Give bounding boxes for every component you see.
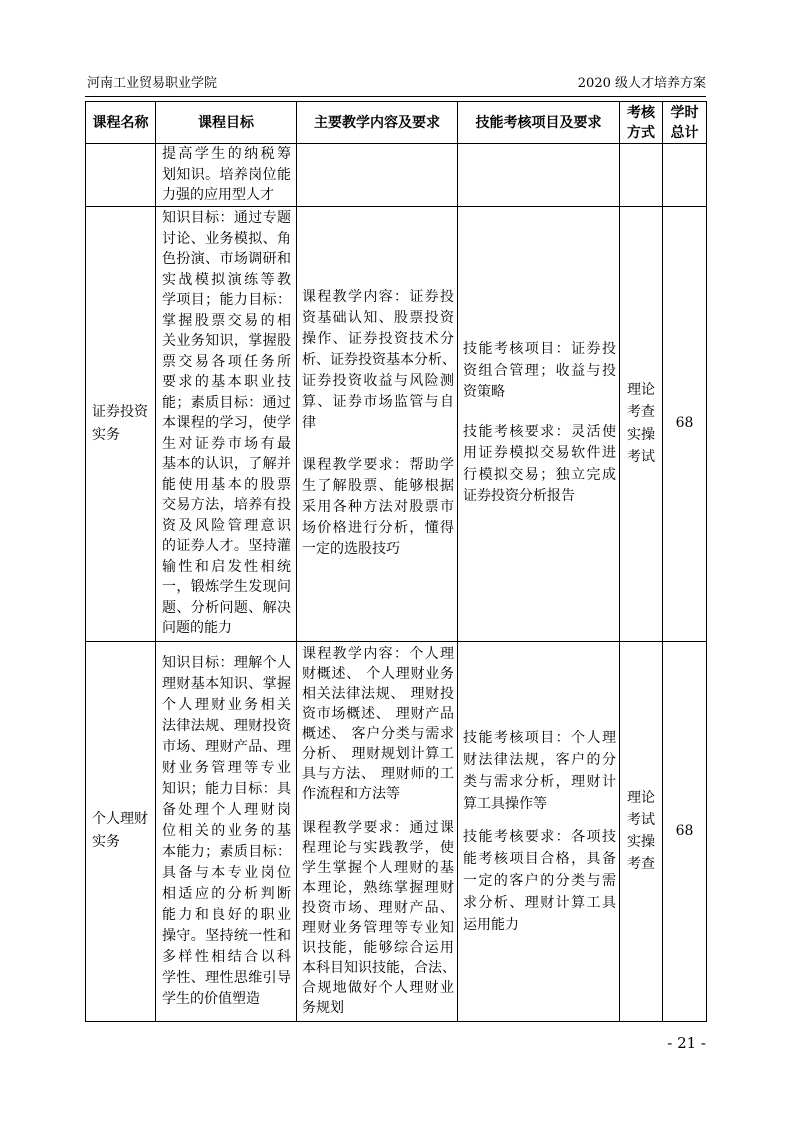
course-goal-line: 问题的能力 [162, 620, 232, 637]
course-goal-line: 学生的价值塑造 [162, 990, 260, 1007]
teaching-content-line: 识技能，能够综合运用 [302, 940, 454, 956]
teaching-content-line: 学生掌握个人理财的基 [302, 860, 454, 876]
course-name-cell [86, 641, 156, 1021]
total-hours-cell [663, 144, 707, 207]
course-goal-line: 实战模拟演练等教 [162, 271, 291, 288]
teaching-content-line: 财概述、 个人理财业务 [302, 666, 454, 682]
course-goal-line: 生对证券市场有最 [162, 435, 291, 452]
total-hours-cell [663, 641, 707, 1021]
course-goal-line: 个人理财业务相关 [162, 696, 291, 713]
teaching-content-cell [297, 206, 458, 641]
course-goal-line: 交易方法，培养有投 [162, 497, 291, 514]
teaching-content-line: 操作、证券投资技术分 [302, 331, 454, 347]
course-name-paragraph [92, 808, 153, 854]
column-header-course-name-paragraph [86, 113, 155, 133]
teaching-content-line: 课程教学内容：证券投 [302, 289, 454, 305]
skill-assessment-line: 技能考核项目：个人理 [463, 729, 616, 746]
course-goal-line: 市场、理财产品、理 [162, 738, 291, 755]
total-hours-line: 68 [675, 822, 694, 839]
total-hours-line: 68 [675, 415, 694, 431]
course-goal-line: 能力和良好的职业 [162, 906, 291, 923]
teaching-content-line: 分析、 理财规划计算工 [302, 746, 454, 762]
teaching-content-line: 采用各种方法对股票市 [302, 499, 454, 515]
teaching-content-line: 生了解股票、能够根据 [302, 478, 454, 494]
assessment-method-cell [620, 144, 663, 207]
course-goal-line: 输性和启发性相统 [162, 558, 291, 575]
course-name-line: 个人理财 [92, 811, 148, 827]
course-name-line: 证券投资 [92, 403, 148, 420]
course-goal-line: 法律法规、理财投资 [162, 717, 291, 734]
column-header-teaching-content-line: 主要教学内容及要求 [314, 114, 440, 131]
teaching-content-paragraph [302, 818, 454, 1018]
teaching-content-line: 一定的选股技巧 [302, 541, 400, 557]
column-header-course-name [86, 102, 156, 144]
teaching-content-line: 概述、 客户分类与需求 [302, 726, 454, 742]
course-name-cell [86, 144, 156, 207]
teaching-content-line: 课程教学要求：通过课 [302, 820, 454, 836]
course-goal-line: 学项目；能力目标： [162, 292, 291, 309]
teaching-content-line: 场价格进行分析，懂得 [302, 520, 454, 536]
curriculum-table [85, 101, 707, 1022]
course-goal-line: 色扮演、市场调研和 [162, 251, 291, 268]
skill-assessment-line: 资组合管理；收益与投 [463, 362, 616, 379]
teaching-content-line: 律 [302, 415, 316, 431]
column-header-assessment-method-paragraph [620, 103, 662, 143]
total-hours-cell [663, 206, 707, 641]
total-hours-paragraph [663, 413, 706, 434]
teaching-content-line: 课程教学要求：帮助学 [302, 457, 454, 473]
skill-assessment-line: 能考核项目合格，具备 [463, 850, 616, 867]
course-goal-line: 财业务管理等专业 [162, 759, 291, 776]
skill-assessment-line: 类与需求分析，理财计 [463, 773, 616, 790]
skill-assessment-paragraph [463, 826, 616, 936]
skill-assessment-line: 一定的客户的分类与需 [463, 872, 616, 889]
table-header-row [86, 102, 707, 144]
course-goal-line: 知识目标：理解个人 [162, 654, 291, 671]
course-goal-line: 多样性相结合以科 [162, 948, 291, 965]
course-goal-line: 题、分析问题、解决 [162, 599, 291, 616]
running-header-document-title: 2020 级人才培养方案 [577, 76, 706, 91]
course-goal-line: 操守。坚持统一性和 [162, 927, 291, 944]
page-number: - 21 - [667, 1034, 706, 1052]
column-header-total-hours-line: 学时 [670, 104, 699, 121]
course-goal-line: 基本的认识，了解并 [162, 456, 291, 473]
teaching-content-line: 务规划 [302, 1000, 344, 1016]
assessment-method-line: 考试 [627, 812, 655, 828]
course-goal-cell [156, 641, 297, 1021]
teaching-content-line: 资基础认知、股票投资 [302, 310, 454, 326]
course-goal-line: 本能力；素质目标： [162, 843, 291, 860]
teaching-content-line: 课程教学内容：个人理 [302, 646, 454, 662]
teaching-content-line: 作流程和方法等 [302, 786, 400, 802]
course-goal-line: 位相关的业务的基 [162, 822, 291, 839]
teaching-content-paragraph [302, 287, 454, 434]
course-goal-line: 要求的基本职业技 [162, 374, 291, 391]
column-header-course-goal-paragraph [156, 113, 296, 133]
column-header-skill-assessment [458, 102, 620, 144]
course-goal-line: 划知识。培养岗位能 [162, 166, 291, 183]
assessment-method-line: 实操 [627, 426, 655, 443]
column-header-total-hours-line: 总计 [670, 124, 699, 141]
column-header-total-hours [663, 102, 707, 144]
course-goal-line: 具备与本专业岗位 [162, 864, 291, 881]
table-row [86, 144, 707, 207]
skill-assessment-line: 技能考核项目：证券投 [463, 341, 616, 358]
column-header-course-name-line: 课程名称 [92, 114, 149, 131]
assessment-method-paragraph [620, 379, 662, 469]
course-goal-paragraph [162, 144, 291, 206]
header-rule [85, 96, 706, 97]
teaching-content-line: 本科目知识技能，合法、 [302, 960, 456, 976]
assessment-method-cell [620, 206, 663, 641]
course-goal-paragraph [162, 208, 291, 639]
course-goal-line: 能；素质目标：通过 [162, 394, 291, 411]
assessment-method-line: 实操 [627, 834, 655, 850]
assessment-method-line: 考试 [627, 449, 655, 465]
teaching-content-line: 证券投资收益与风险测 [302, 373, 454, 389]
course-goal-line: 知识目标：通过专题 [162, 210, 291, 227]
column-header-assessment-method [620, 102, 663, 144]
skill-assessment-cell [458, 144, 620, 207]
course-goal-line: 能使用基本的股票 [162, 476, 291, 493]
teaching-content-cell [297, 641, 458, 1021]
column-header-skill-assessment-line: 技能考核项目及要求 [475, 114, 602, 131]
skill-assessment-line: 行模拟交易；独立完成 [463, 466, 616, 483]
course-name-paragraph [92, 401, 153, 447]
course-goal-cell [156, 206, 297, 641]
teaching-content-paragraph [302, 455, 454, 560]
assessment-method-line: 理论 [627, 790, 655, 806]
skill-assessment-line: 用证券模拟交易软件进 [463, 445, 616, 462]
skill-assessment-line: 算工具操作等 [463, 795, 547, 812]
column-header-course-goal [156, 102, 297, 144]
assessment-method-cell [620, 641, 663, 1021]
skill-assessment-line: 运用能力 [463, 916, 519, 933]
skill-assessment-paragraph [463, 422, 616, 508]
table-row [86, 206, 707, 641]
skill-assessment-line: 财法律法规，客户的分 [463, 751, 616, 768]
column-header-assessment-method-line: 方式 [627, 124, 655, 141]
course-goal-line: 本课程的学习，使学 [162, 415, 291, 432]
teaching-content-line: 投资市场、理财产品、 [302, 900, 454, 916]
assessment-method-line: 理论 [627, 381, 655, 398]
course-name-line: 实务 [92, 834, 120, 850]
table-row [86, 641, 707, 1021]
course-goal-line: 一，锻炼学生发现问 [162, 579, 291, 596]
column-header-assessment-method-line: 考核 [627, 104, 655, 121]
skill-assessment-line: 技能考核要求：各项技 [463, 828, 616, 845]
teaching-content-line: 程理论与实践教学，使 [302, 840, 454, 856]
course-goal-line: 相适应的分析判断 [162, 885, 291, 902]
column-header-teaching-content-paragraph [297, 113, 457, 133]
teaching-content-line: 算、证券市场监管与自 [302, 394, 454, 410]
column-header-skill-assessment-paragraph [458, 113, 619, 133]
assessment-method-paragraph [620, 787, 662, 875]
course-goal-line: 提高学生的纳税筹 [162, 146, 291, 162]
course-goal-line: 关业务知识，掌握股 [162, 333, 291, 350]
course-goal-line: 的证券人才。坚持灌 [162, 538, 291, 555]
skill-assessment-cell [458, 206, 620, 641]
skill-assessment-cell [458, 641, 620, 1021]
teaching-content-line: 析、证券投资基本分析、 [302, 352, 456, 368]
skill-assessment-line: 技能考核要求：灵活使 [463, 423, 616, 440]
course-goal-line: 讨论、业务模拟、角 [162, 230, 291, 247]
teaching-content-line: 资市场概述、 理财产品 [302, 706, 454, 722]
column-header-total-hours-paragraph [663, 103, 706, 143]
total-hours-paragraph [663, 821, 706, 842]
skill-assessment-line: 资策略 [463, 384, 505, 401]
running-header-school: 河南工业贸易职业学院 [87, 76, 218, 91]
course-goal-line: 掌握股票交易的相 [162, 312, 291, 329]
teaching-content-line: 合规地做好个人理财业 [302, 980, 454, 996]
skill-assessment-paragraph [463, 339, 616, 404]
assessment-method-line: 考查 [627, 404, 655, 420]
course-name-cell [86, 206, 156, 641]
course-goal-line: 资及风险管理意识 [162, 517, 291, 534]
course-goal-line: 知识；能力目标：具 [162, 780, 291, 797]
skill-assessment-line: 证券投资分析报告 [463, 488, 575, 505]
teaching-content-cell [297, 144, 458, 207]
teaching-content-line: 相关法律法规、 理财投 [302, 686, 454, 702]
column-header-course-goal-line: 课程目标 [198, 114, 254, 131]
teaching-content-line: 本理论，熟练掌握理财 [302, 880, 454, 896]
course-goal-paragraph [162, 653, 291, 1010]
course-goal-line: 力强的应用型人才 [162, 187, 274, 203]
skill-assessment-paragraph [463, 727, 616, 815]
course-goal-line: 备处理个人理财岗 [162, 801, 291, 818]
skill-assessment-line: 求分析、理财计算工具 [463, 894, 616, 911]
teaching-content-paragraph [302, 644, 454, 804]
column-header-teaching-content [297, 102, 458, 144]
course-goal-cell [156, 144, 297, 207]
course-goal-line: 学性、理性思维引导 [162, 969, 291, 986]
assessment-method-line: 考查 [627, 856, 655, 872]
course-name-line: 实务 [92, 426, 120, 443]
course-goal-line: 理财基本知识、掌握 [162, 675, 291, 692]
course-goal-line: 票交易各项任务所 [162, 353, 291, 370]
teaching-content-line: 具与方法、 理财师的工 [302, 766, 454, 782]
teaching-content-line: 理财业务管理等专业知 [302, 920, 454, 936]
